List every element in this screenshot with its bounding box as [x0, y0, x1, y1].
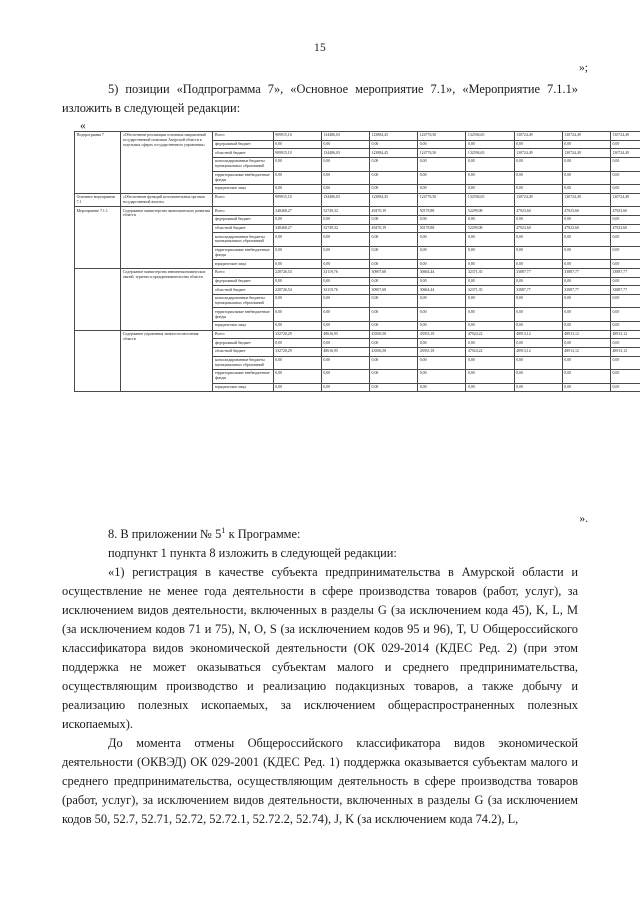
table-row — [75, 132, 640, 141]
funding-source-cell: территориальные внебюджетные фонды — [213, 246, 273, 260]
amount-cell: 0,00 — [514, 215, 562, 224]
amount-cell: 47923,60 — [514, 224, 562, 233]
amount-cell: 0,00 — [321, 140, 369, 149]
measure-name-cell: Содержание министерства экономического развития области — [121, 207, 213, 269]
amount-cell: 132594,65 — [466, 132, 514, 141]
amount-cell: 0,00 — [273, 383, 321, 392]
funding-source-cell: федеральный бюджет — [213, 339, 273, 348]
amount-cell: 33119,76 — [321, 268, 369, 277]
amount-cell: 0,00 — [466, 321, 514, 330]
amount-cell: 0,00 — [514, 321, 562, 330]
table-row — [75, 268, 640, 277]
amount-cell: 0,00 — [466, 308, 514, 322]
amount-cell: 33887,77 — [514, 268, 562, 277]
amount-cell: 0,00 — [418, 277, 466, 286]
amount-cell: 0,00 — [369, 383, 417, 392]
amount-cell: 0,00 — [369, 171, 417, 185]
amount-cell: 0,00 — [273, 308, 321, 322]
amount-cell: 0,00 — [418, 294, 466, 308]
amount-cell: 47923,60 — [610, 207, 640, 216]
amount-cell: 332720,29 — [273, 330, 321, 339]
amount-cell: 50178,88 — [418, 224, 466, 233]
table-closing-quote: ». — [579, 513, 588, 525]
amount-cell: 52299,08 — [466, 207, 514, 216]
amount-cell: 0,00 — [418, 308, 466, 322]
amount-cell: 0,00 — [321, 383, 369, 392]
funding-source-cell: Всего — [213, 132, 273, 141]
amount-cell: 48913,12 — [562, 330, 610, 339]
amount-cell: 48913,12 — [514, 347, 562, 356]
amount-cell: 0,00 — [273, 171, 321, 185]
amount-cell: 124776,50 — [418, 149, 466, 158]
amount-cell: 0,00 — [610, 215, 640, 224]
amount-cell: 0,00 — [514, 260, 562, 269]
amount-cell: 0,00 — [514, 308, 562, 322]
amount-cell: 0,00 — [369, 185, 417, 194]
amount-cell: 134486,03 — [321, 193, 369, 207]
amount-cell: 0,00 — [514, 246, 562, 260]
amount-cell: 0,00 — [369, 321, 417, 330]
amount-cell: 0,00 — [562, 233, 610, 247]
amount-cell: 43933,18 — [418, 347, 466, 356]
amount-cell: 30664,44 — [418, 268, 466, 277]
amount-cell: 0,00 — [273, 294, 321, 308]
amount-cell: 124776,50 — [418, 193, 466, 207]
amount-cell: 0,00 — [418, 246, 466, 260]
amount-cell: 0,00 — [466, 370, 514, 384]
amount-cell: 0,00 — [321, 308, 369, 322]
program-label-cell: Мероприятие 7.1.1 — [75, 207, 121, 269]
amount-cell: 0,00 — [514, 370, 562, 384]
amount-cell: 47923,60 — [514, 207, 562, 216]
amount-cell: 30664,44 — [418, 286, 466, 295]
funding-source-cell: федеральный бюджет — [213, 277, 273, 286]
amount-cell: 0,00 — [369, 233, 417, 247]
amount-cell: 0,00 — [418, 157, 466, 171]
amount-cell: 0,00 — [321, 260, 369, 269]
amount-cell: 0,00 — [273, 185, 321, 194]
amount-cell: 0,00 — [562, 277, 610, 286]
amount-cell: 0,00 — [514, 383, 562, 392]
amount-cell: 0,00 — [321, 339, 369, 348]
amount-cell: 47923,60 — [562, 224, 610, 233]
amount-cell: 0,00 — [562, 321, 610, 330]
amount-cell: 0,00 — [562, 246, 610, 260]
funding-source-cell: консолидированные бюджеты муниципальных образований — [213, 294, 273, 308]
amount-cell: 48913,12 — [562, 347, 610, 356]
amount-cell: 0,00 — [562, 140, 610, 149]
amount-cell: 43933,18 — [418, 330, 466, 339]
amount-cell: 0,00 — [273, 157, 321, 171]
amount-cell: 0,00 — [562, 260, 610, 269]
amount-cell: 30907,68 — [369, 268, 417, 277]
funding-source-cell: юридические лица — [213, 321, 273, 330]
amount-cell: 0,00 — [466, 383, 514, 392]
funding-source-cell: федеральный бюджет — [213, 140, 273, 149]
amount-cell: 0,00 — [273, 339, 321, 348]
amount-cell: 130724,49 — [610, 193, 640, 207]
amount-cell: 32371,35 — [466, 286, 514, 295]
funding-source-cell: областной бюджет — [213, 286, 273, 295]
amount-cell: 0,00 — [369, 294, 417, 308]
amount-cell: 47923,60 — [610, 224, 640, 233]
amount-cell: 0,00 — [273, 140, 321, 149]
amount-cell: 0,00 — [418, 383, 466, 392]
measure-name-cell: Содержание управления занятости населения области — [121, 330, 213, 392]
amount-cell: 0,00 — [610, 383, 640, 392]
amount-cell: 0,00 — [418, 370, 466, 384]
amount-cell: 0,00 — [321, 246, 369, 260]
amount-cell: 0,00 — [418, 185, 466, 194]
table-row — [75, 330, 640, 339]
amount-cell: 47924,22 — [466, 347, 514, 356]
amount-cell: 33887,77 — [514, 286, 562, 295]
program-label-cell: Основное мероприятие 7.1 — [75, 193, 121, 207]
program-label-cell: Подпрограмма 7 — [75, 132, 121, 194]
amount-cell: 0,00 — [418, 356, 466, 370]
amount-cell: 0,00 — [562, 356, 610, 370]
amount-cell: 0,00 — [369, 215, 417, 224]
funding-source-cell: областной бюджет — [213, 224, 273, 233]
amount-cell: 909915,10 — [273, 132, 321, 141]
amount-cell: 0,00 — [369, 356, 417, 370]
amount-cell: 49470,19 — [369, 224, 417, 233]
amount-cell: 47923,60 — [562, 207, 610, 216]
funding-source-cell: Всего — [213, 268, 273, 277]
amount-cell: 0,00 — [321, 277, 369, 286]
amount-cell: 0,00 — [321, 185, 369, 194]
amount-cell: 0,00 — [466, 185, 514, 194]
amount-cell: 0,00 — [562, 171, 610, 185]
amount-cell: 130724,49 — [562, 193, 610, 207]
budget-table — [74, 131, 640, 392]
intro-paragraph: 5) позиции «Подпрограмма 7», «Основное мероприятие 7.1», «Мероприятие 7.1.1» изложить в следующей редакции: — [62, 82, 578, 115]
amount-cell: 0,00 — [418, 140, 466, 149]
amount-cell: 0,00 — [562, 215, 610, 224]
table-row — [75, 207, 640, 216]
amount-cell: 52749,32 — [321, 207, 369, 216]
amount-cell: 130724,49 — [514, 149, 562, 158]
amount-cell: 0,00 — [466, 339, 514, 348]
amount-cell: 0,00 — [610, 260, 640, 269]
amount-cell: 0,00 — [514, 140, 562, 149]
item-8-heading-text: 8. В приложении № 5 — [108, 527, 222, 541]
program-label-cell — [75, 330, 121, 392]
amount-cell: 0,00 — [562, 383, 610, 392]
amount-cell: 348468,27 — [273, 224, 321, 233]
amount-cell: 0,00 — [466, 157, 514, 171]
amount-cell: 0,00 — [466, 140, 514, 149]
amount-cell: 0,00 — [562, 294, 610, 308]
amount-cell: 0,00 — [466, 246, 514, 260]
amount-cell: 132594,65 — [466, 193, 514, 207]
amount-cell: 0,00 — [321, 356, 369, 370]
amount-cell: 0,00 — [273, 370, 321, 384]
funding-source-cell: консолидированные бюджеты муниципальных образований — [213, 233, 273, 247]
amount-cell: 0,00 — [418, 171, 466, 185]
closing-quote-mark-top: »; — [579, 62, 588, 74]
amount-cell: 0,00 — [321, 157, 369, 171]
budget-table-container — [74, 131, 630, 392]
amount-cell: 0,00 — [514, 233, 562, 247]
amount-cell: 0,00 — [466, 294, 514, 308]
amount-cell: 0,00 — [418, 260, 466, 269]
amount-cell: 0,00 — [610, 294, 640, 308]
amount-cell: 0,00 — [610, 157, 640, 171]
amount-cell: 0,00 — [369, 157, 417, 171]
funding-source-cell: областной бюджет — [213, 149, 273, 158]
amount-cell: 228726,54 — [273, 286, 321, 295]
amount-cell: 0,00 — [610, 356, 640, 370]
amount-cell: 0,00 — [610, 171, 640, 185]
subitem-line: подпункт 1 пункта 8 изложить в следующей редакции: — [108, 545, 397, 560]
amount-cell: 909915,10 — [273, 149, 321, 158]
amount-cell: 132594,65 — [466, 149, 514, 158]
amount-cell: 0,00 — [562, 370, 610, 384]
funding-source-cell: областной бюджет — [213, 347, 273, 356]
amount-cell: 0,00 — [369, 140, 417, 149]
funding-source-cell: юридические лица — [213, 185, 273, 194]
amount-cell: 0,00 — [418, 321, 466, 330]
table-opening-quote: « — [80, 120, 86, 132]
amount-cell: 0,00 — [273, 233, 321, 247]
item-8-superscript: 1 — [221, 524, 226, 535]
amount-cell: 47924,22 — [466, 330, 514, 339]
amount-cell: 0,00 — [273, 260, 321, 269]
body-text-block — [62, 525, 578, 829]
amount-cell: 0,00 — [273, 215, 321, 224]
amount-cell: 0,00 — [514, 277, 562, 286]
amount-cell: 0,00 — [321, 294, 369, 308]
amount-cell: 0,00 — [610, 277, 640, 286]
funding-source-cell: территориальные внебюджетные фонды — [213, 370, 273, 384]
amount-cell: 48913,12 — [610, 347, 640, 356]
amount-cell: 0,00 — [273, 356, 321, 370]
amount-cell: 0,00 — [610, 370, 640, 384]
amount-cell: 0,00 — [610, 233, 640, 247]
amount-cell: 0,00 — [514, 356, 562, 370]
amount-cell: 0,00 — [369, 370, 417, 384]
measure-name-cell: «Обеспечение реализации основных направлений государственной политики Амурской области в отдельных сферах государственного управления» — [121, 132, 213, 194]
amount-cell: 0,00 — [466, 356, 514, 370]
amount-cell: 0,00 — [610, 185, 640, 194]
amount-cell: 0,00 — [514, 171, 562, 185]
amount-cell: 0,00 — [610, 140, 640, 149]
amount-cell: 0,00 — [466, 215, 514, 224]
amount-cell: 0,00 — [273, 321, 321, 330]
amount-cell: 0,00 — [369, 277, 417, 286]
amount-cell: 0,00 — [610, 321, 640, 330]
amount-cell: 48616,95 — [321, 330, 369, 339]
amount-cell: 0,00 — [562, 339, 610, 348]
amount-cell: 123884,45 — [369, 193, 417, 207]
paragraph-1: «1) регистрация в качестве субъекта предпринимательства в Амурской области и осуществление не менее года деятельности в сфере производства товаров (работ, услуг), за исключением видов деятельности, включенных в разделы G (за исключением кода 45), K, L, M (за исключением кодов 71 и 75), N, O, S (за исключением кодов 95 и 96), T, U Общероссийского классификатора видов экономической деятельности (ОК 029-2014 (КДЕС Ред. 2) (при этом поддержка не может оказываться субъектам малого и среднего предпринимательства, осуществляющим производство и реализацию подакцизных товаров, а также добычу и реализацию полезных ископаемых, за исключением общераспространенных полезных ископаемых). — [62, 564, 578, 731]
amount-cell: 348468,27 — [273, 207, 321, 216]
amount-cell: 0,00 — [369, 308, 417, 322]
funding-source-cell: юридические лица — [213, 383, 273, 392]
amount-cell: 48913,12 — [610, 330, 640, 339]
amount-cell: 0,00 — [369, 246, 417, 260]
amount-cell: 48913,12 — [514, 330, 562, 339]
amount-cell: 134486,03 — [321, 149, 369, 158]
amount-cell: 123884,45 — [369, 149, 417, 158]
amount-cell: 0,00 — [321, 370, 369, 384]
amount-cell: 0,00 — [321, 171, 369, 185]
item-8-heading — [62, 525, 578, 544]
amount-cell: 332720,29 — [273, 347, 321, 356]
amount-cell: 123884,45 — [369, 132, 417, 141]
amount-cell: 0,00 — [514, 339, 562, 348]
measure-name-cell: «Обеспечение функций исполнительных органов государственной власти» — [121, 193, 213, 207]
amount-cell: 0,00 — [610, 308, 640, 322]
funding-source-cell: Всего — [213, 207, 273, 216]
funding-source-cell: Всего — [213, 193, 273, 207]
page-number: 15 — [314, 42, 326, 54]
amount-cell: 0,00 — [610, 246, 640, 260]
funding-source-cell: Всего — [213, 330, 273, 339]
amount-cell: 33119,76 — [321, 286, 369, 295]
amount-cell: 0,00 — [562, 157, 610, 171]
amount-cell: 0,00 — [369, 339, 417, 348]
amount-cell: 0,00 — [418, 339, 466, 348]
amount-cell: 0,00 — [562, 185, 610, 194]
amount-cell: 0,00 — [610, 339, 640, 348]
amount-cell: 0,00 — [273, 277, 321, 286]
item-8-heading-tail: к Программе: — [225, 527, 301, 541]
amount-cell: 0,00 — [321, 233, 369, 247]
amount-cell: 43506,58 — [369, 330, 417, 339]
amount-cell: 0,00 — [321, 321, 369, 330]
amount-cell: 0,00 — [514, 157, 562, 171]
amount-cell: 43506,58 — [369, 347, 417, 356]
amount-cell: 228726,54 — [273, 268, 321, 277]
amount-cell: 33887,77 — [562, 268, 610, 277]
funding-source-cell: территориальные внебюджетные фонды — [213, 308, 273, 322]
funding-source-cell: консолидированные бюджеты муниципальных образований — [213, 356, 273, 370]
amount-cell: 0,00 — [418, 215, 466, 224]
measure-name-cell: Содержание министерства внешнеэкономических связей, туризма и предпринимательства области — [121, 268, 213, 330]
amount-cell: 130724,49 — [610, 132, 640, 141]
funding-source-cell: юридические лица — [213, 260, 273, 269]
amount-cell: 52299,08 — [466, 224, 514, 233]
amount-cell: 0,00 — [369, 260, 417, 269]
amount-cell: 0,00 — [514, 185, 562, 194]
amount-cell: 33887,77 — [610, 268, 640, 277]
amount-cell: 0,00 — [273, 246, 321, 260]
amount-cell: 130724,49 — [514, 132, 562, 141]
paragraph-2: До момента отмены Общероссийского классификатора видов экономической деятельности (ОКВЭД) ОК 029-2001 (КДЕС Ред. 1) поддержка оказывается субъектам малого и среднего предпринимательства, осуществляющим деятельность в сфере производства товаров (работ, услуг), за исключением видов деятельности, включенных в разделы G (за исключением кодов 50, 52.7, 52.71, 52.72, 52.72.1, 52.72.2, 52.74), J, K (за исключением кода 74.2), L, — [62, 735, 578, 826]
table-row — [75, 193, 640, 207]
amount-cell: 0,00 — [466, 171, 514, 185]
amount-cell: 134486,03 — [321, 132, 369, 141]
amount-cell: 0,00 — [466, 233, 514, 247]
funding-source-cell: консолидированные бюджеты муниципальных образований — [213, 157, 273, 171]
amount-cell: 130724,49 — [562, 149, 610, 158]
amount-cell: 33887,77 — [610, 286, 640, 295]
amount-cell: 130724,49 — [514, 193, 562, 207]
amount-cell: 0,00 — [466, 260, 514, 269]
amount-cell: 32371,35 — [466, 268, 514, 277]
amount-cell: 30907,68 — [369, 286, 417, 295]
program-label-cell — [75, 268, 121, 330]
amount-cell: 130724,49 — [610, 149, 640, 158]
amount-cell: 50178,88 — [418, 207, 466, 216]
amount-cell: 124776,50 — [418, 132, 466, 141]
intro-paragraph-block — [62, 80, 578, 118]
amount-cell: 52749,32 — [321, 224, 369, 233]
amount-cell: 0,00 — [321, 215, 369, 224]
funding-source-cell: федеральный бюджет — [213, 215, 273, 224]
amount-cell: 0,00 — [514, 294, 562, 308]
amount-cell: 909915,10 — [273, 193, 321, 207]
amount-cell: 0,00 — [418, 233, 466, 247]
amount-cell: 0,00 — [562, 308, 610, 322]
amount-cell: 130724,49 — [562, 132, 610, 141]
amount-cell: 0,00 — [466, 277, 514, 286]
amount-cell: 49470,19 — [369, 207, 417, 216]
amount-cell: 48616,95 — [321, 347, 369, 356]
funding-source-cell: территориальные внебюджетные фонды — [213, 171, 273, 185]
amount-cell: 33887,77 — [562, 286, 610, 295]
